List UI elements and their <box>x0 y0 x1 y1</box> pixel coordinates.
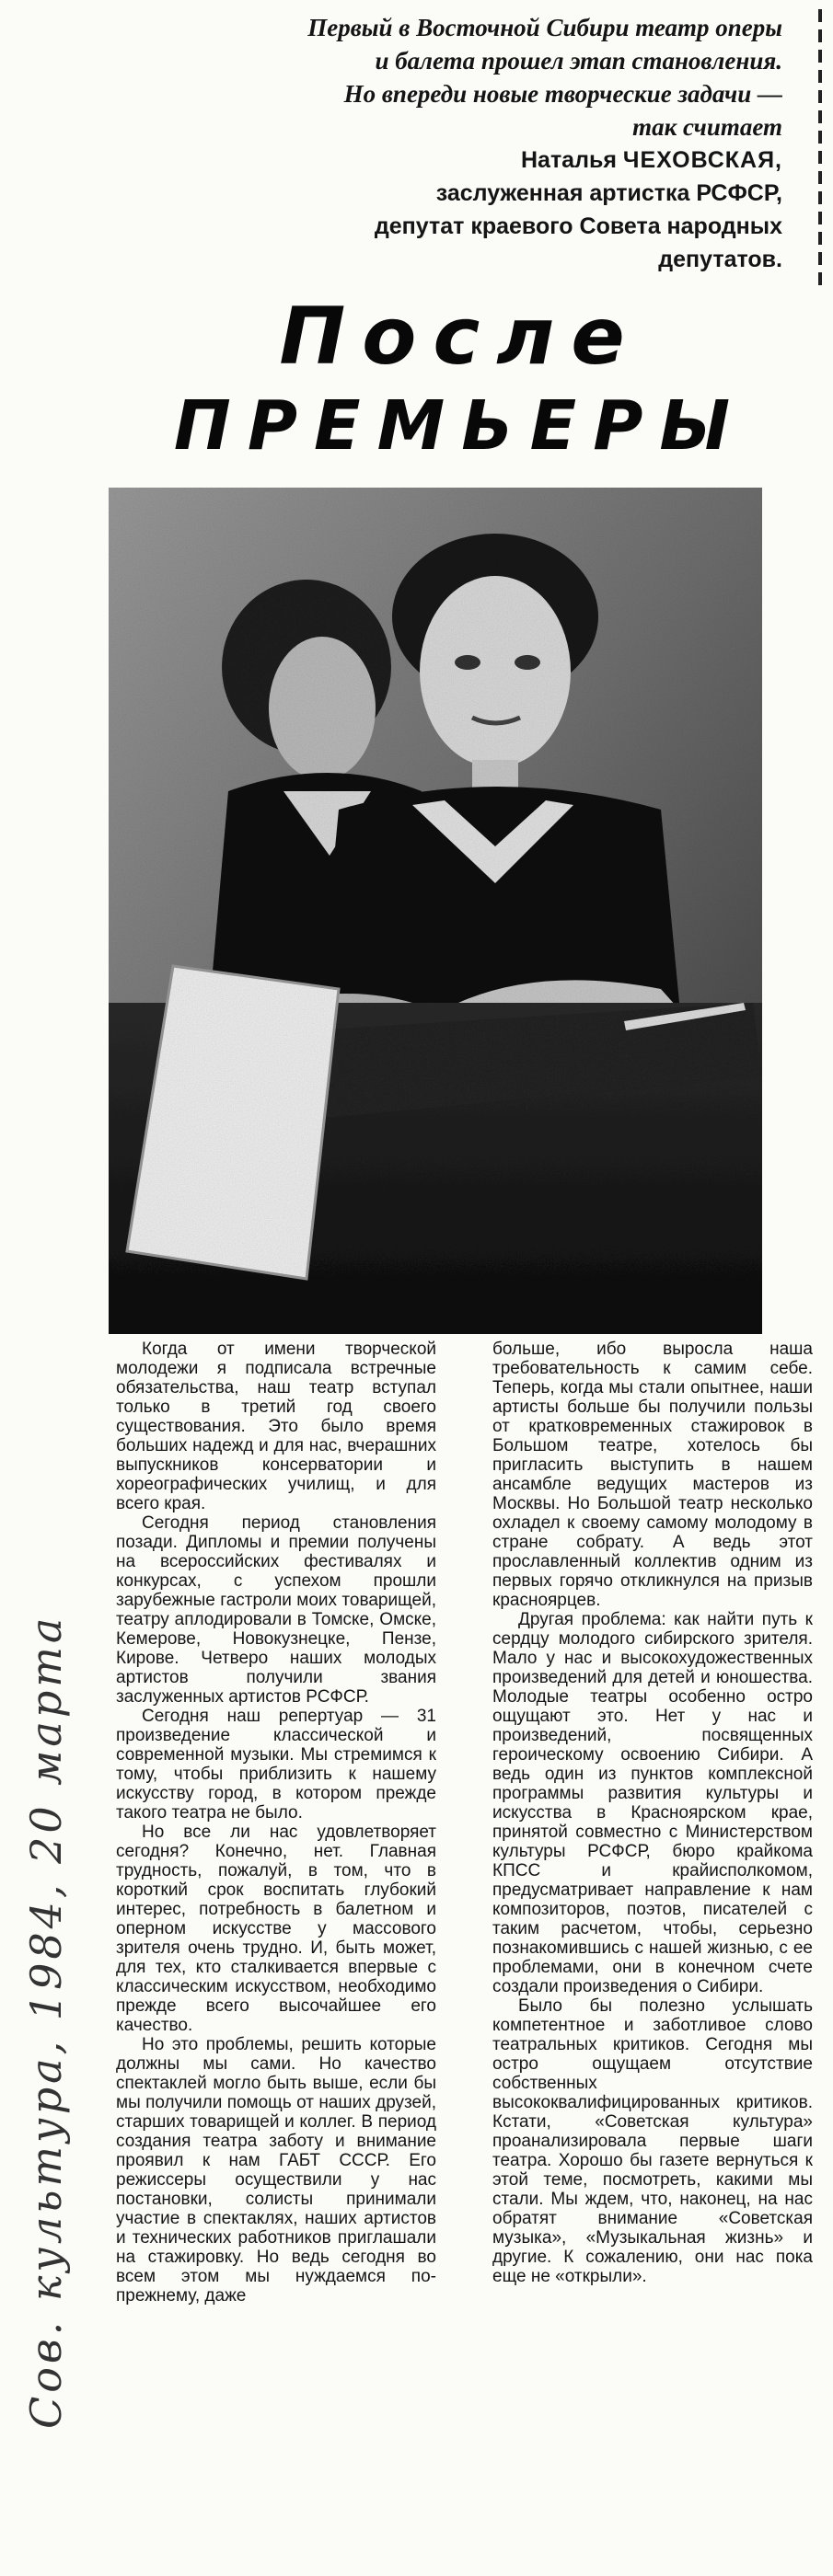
article-paragraph: Но все ли нас удовлетворяет сегодня? Конечно, нет. Главная трудность, пожалуй, в том, что в короткий срок воспитать глубокий интерес, потребность в балетном и оперном искусстве у массового зрителя очень трудно. И, быть может, для тех, кто сталкивается впервые с классическим искусством, необходимо прежде всего высочайшее его качество. <box>116 1823 436 2035</box>
article-photo <box>109 488 762 1334</box>
author-role: депутат краевого Совета народных <box>374 213 782 239</box>
author-title: заслуженная артистка РСФСР, <box>435 180 782 206</box>
lead-line: и балета прошел этап становления. <box>375 47 782 75</box>
author-credit <box>138 144 782 276</box>
article-column-left <box>116 1340 436 2570</box>
article-paragraph: Другая проблема: как найти путь к сердцу молодого сибирского зрителя. Мало у нас и высокохудожественных произведений для детей и юношества. Молодые театры особенно остро ощущают это. Нет у нас и произведений, посвященных героическому освоению Сибири. А ведь один из пунктов комплексной программы развития культуры и искусства в Красноярском крае, принятой совместно с Министерством культуры РСФСР, бюро крайкома КПСС и крайисполкомом, предусматривает направление к нам композиторов, поэтов, писателей с таким расчетом, чтобы, серьезно познакомившись с нашей жизнью, с ее проблемами, они в конечном счете создали произведения о Сибири. <box>492 1610 813 1996</box>
lead-block <box>138 11 782 276</box>
article-paragraph: Когда от имени творческой молодежи я подписала встречные обязательства, наш театр вступал только в третий год своего существования. Это было время больших надежд и для нас, вчерашних выпускников консерватории и хореографических училищ, и для всего края. <box>116 1340 436 1513</box>
author-line <box>138 144 782 177</box>
margin-rule <box>818 9 822 285</box>
article-paragraph: Сегодня наш репертуар — 31 произведение классической и современной музыки. Мы стремимся к тому, чтобы приблизить к нашему искусству город, в котором прежде такого театра не было. <box>116 1707 436 1823</box>
lead-italic <box>138 11 782 144</box>
handwritten-source-note: Сов. культура, 1984, 20 марта <box>21 1614 71 2429</box>
article-paragraph: Было бы полезно услышать компетентное и заботливое слово театральных критиков. Сегодня мы остро ощущаем отсутствие собственных высококвалифицированных критиков. Кстати, «Советская культура» проанализировала первые шаги театра. Хорошо бы газете вернуться к этой теме, посмотреть, какими мы стали. Мы ждем, что, наконец, на нас обратят внимание «Советская музыка», «Музыкальная жизнь» и другие. К сожалению, они нас пока еще не «открыли». <box>492 1996 813 2286</box>
article-paragraph: больше, ибо выросла наша требовательность к самим себе. Теперь, когда мы стали опытнее, наши артисты больше бы получили пользы от кратковременных стажировок в Большом театре, хотелось бы пригласить выступить в нашем ансамбле ведущих мастеров из Москвы. Но Большой театр несколько охладел к своему самому молодому в стране собрату. А ведь этот прославленный коллектив одним из первых горячо откликнулся на призыв красноярцев. <box>492 1340 813 1610</box>
article-paragraph: Но это проблемы, решить которые должны мы сами. Но качество спектаклей могло быть выше, если бы мы получили помощь от наших друзей, старших товарищей и коллег. В период создания театра заботу и внимание проявил к нам ГАБТ СССР. Его режиссеры осуществили у нас постановки, солисты принимали участие в спектаклях, наших артистов и технических работников приглашали на стажировку. Но ведь сегодня во всем этом мы нуждаемся по-прежнему, даже <box>116 2035 436 2306</box>
lead-line: так считает <box>632 113 782 141</box>
two-women-photo-icon <box>109 488 762 1334</box>
lead-line: Но впереди новые творческие задачи — <box>343 80 782 108</box>
article-column-right <box>492 1340 813 2570</box>
author-first-name: Наталья <box>520 147 617 173</box>
author-surname: ЧЕХОВСКАЯ, <box>622 147 782 173</box>
article-paragraph: Сегодня период становления позади. Дипломы и премии получены на всероссийских фестивалях и конкурсах, с успехом прошли зарубежные гастроли моих товарищей, театру аплодировали в Томске, Омске, Кемерове, Новокузнецке, Пензе, Кирове. Четверо наших молодых артистов получили звания заслуженных артистов РСФСР. <box>116 1513 436 1707</box>
headline-line-2: ПРЕМЬЕРЫ <box>173 386 747 466</box>
author-role: депутатов. <box>658 247 782 272</box>
headline-line-1: После <box>279 291 642 383</box>
lead-line: Первый в Восточной Сибири театр оперы <box>307 14 782 41</box>
